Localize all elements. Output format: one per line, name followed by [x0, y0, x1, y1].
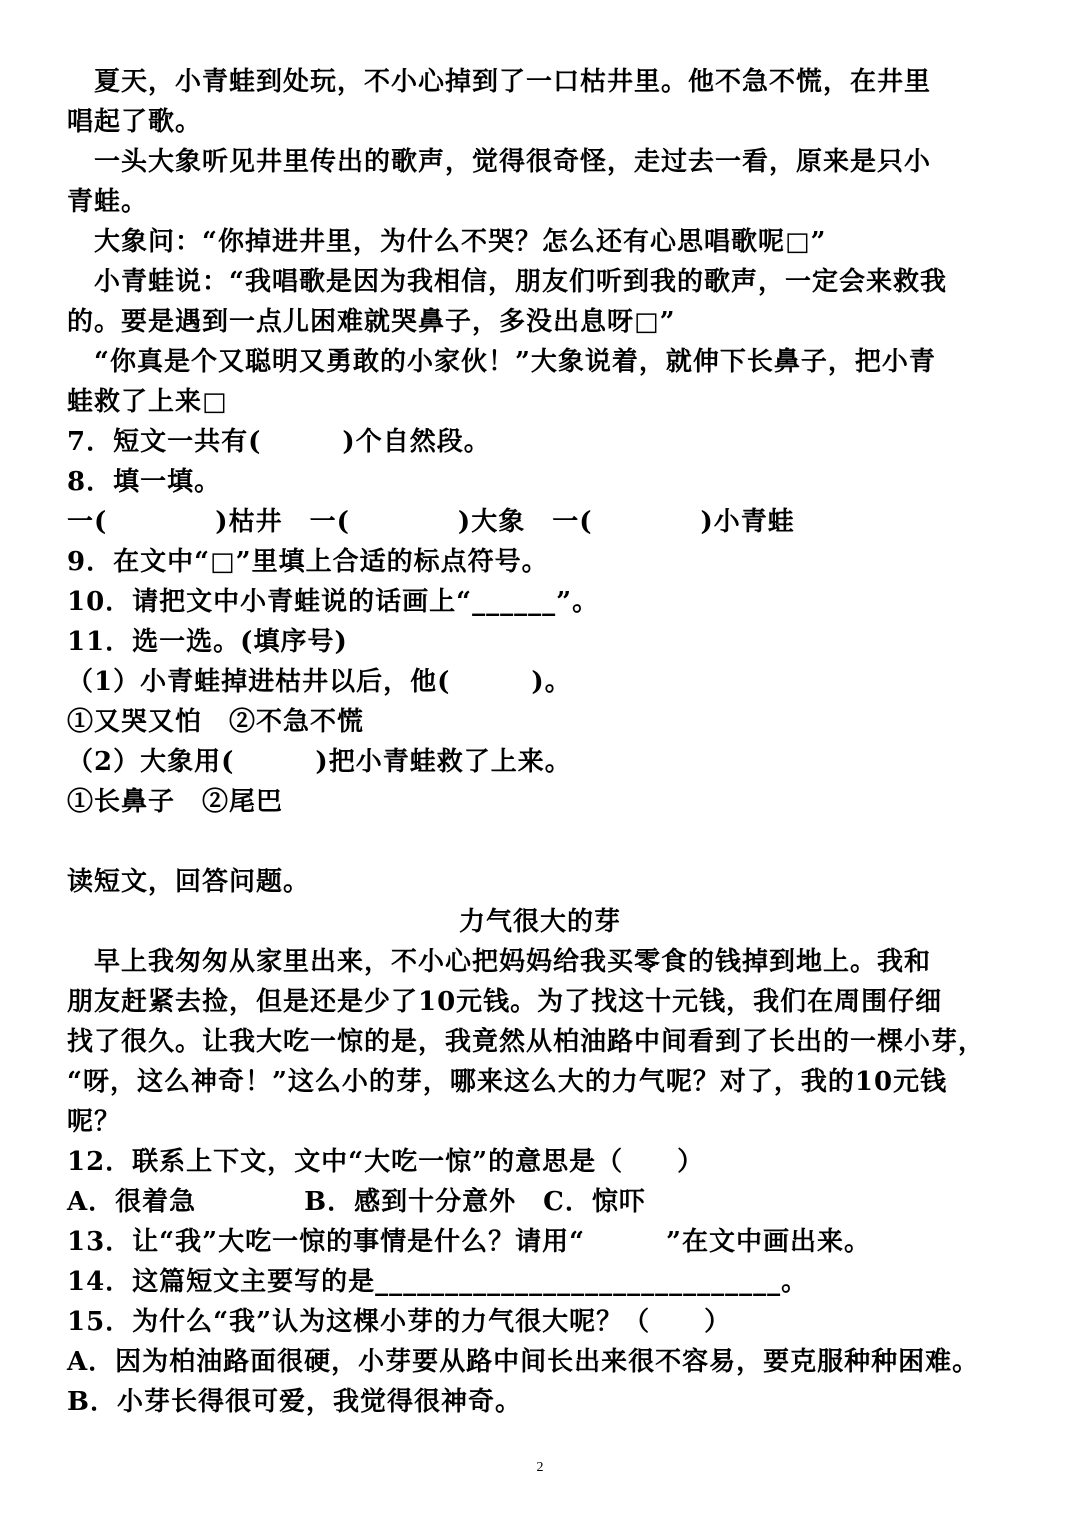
question-7: 7．短文一共有( )个自然段。 — [67, 427, 491, 457]
passage1-line-5: 大象问：“你掉进井里，为什么不哭？怎么还有心思唱歌呢□” — [67, 227, 827, 257]
passage1-line-6: 小青蛙说：“我唱歌是因为我相信，朋友们听到我的歌声，一定会来救我 — [67, 267, 947, 297]
question-13: 13．让“我”大吃一惊的事情是什么？请用“ ”在文中画出来。 — [67, 1227, 872, 1257]
passage2-line-2: 朋友赶紧去捡，但是还是少了10元钱。为了找这十元钱，我们在周围仔细 — [67, 987, 943, 1017]
passage1-line-4: 青蛙。 — [67, 187, 149, 217]
passage2-line-5: 呢？ — [67, 1107, 122, 1137]
question-9: 9．在文中“□”里填上合适的标点符号。 — [67, 547, 549, 577]
question-14: 14．这篇短文主要写的是_____________________________。 — [67, 1267, 809, 1297]
question-8: 8．填一填。 — [67, 467, 222, 497]
passage1-line-1: 夏天，小青蛙到处玩，不小心掉到了一口枯井里。他不急不慌，在井里 — [67, 67, 932, 97]
passage1-line-9: 蛙救了上来□ — [67, 387, 228, 417]
page-number: 2 — [536, 1460, 544, 1475]
question-11-2-options: ①长鼻子 ②尾巴 — [67, 787, 284, 817]
question-15-option-b: B．小芽长得很可爱，我觉得很神奇。 — [67, 1387, 522, 1417]
question-8-blanks: 一( )枯井 一( )大象 一( )小青蛙 — [67, 507, 795, 537]
question-11-2: （2）大象用( )把小青蛙救了上来。 — [67, 747, 572, 777]
question-11-1: （1）小青蛙掉进枯井以后，他( )。 — [67, 667, 572, 697]
question-11-1-options: ①又哭又怕 ②不急不慌 — [67, 707, 365, 737]
passage2-line-1: 早上我匆匆从家里出来，不小心把妈妈给我买零食的钱掉到地上。我和 — [67, 947, 932, 977]
question-12-options: A．很着急 B．感到十分意外 C．惊吓 — [67, 1187, 646, 1217]
passage1-line-8: “你真是个又聪明又勇敢的小家伙！”大象说着，就伸下长鼻子，把小青 — [67, 347, 936, 377]
passage2-line-3: 找了很久。让我大吃一惊的是，我竟然从柏油路中间看到了长出的一棵小芽， — [67, 1027, 986, 1057]
question-12: 12．联系上下文，文中“大吃一惊”的意思是（ ） — [67, 1147, 705, 1177]
section2-title: 力气很大的芽 — [458, 907, 621, 937]
question-15: 15．为什么“我”认为这棵小芽的力气很大呢？（ ） — [67, 1307, 732, 1337]
question-11: 11．选一选。(填序号) — [67, 627, 348, 657]
passage2-line-4: “呀，这么神奇！”这么小的芽，哪来这么大的力气呢？对了，我的10元钱 — [67, 1067, 948, 1097]
question-10: 10．请把文中小青蛙说的话画上“______”。 — [67, 587, 600, 617]
question-15-option-a: A．因为柏油路面很硬，小芽要从路中间长出来很不容易，要克服种种困难。 — [67, 1347, 980, 1377]
passage1-line-3: 一头大象听见井里传出的歌声，觉得很奇怪，走过去一看，原来是只小 — [67, 147, 932, 177]
passage1-line-2: 唱起了歌。 — [67, 107, 203, 137]
passage1-line-7: 的。要是遇到一点儿困难就哭鼻子，多没出息呀□” — [67, 307, 676, 337]
section2-instruction: 读短文，回答问题。 — [67, 867, 311, 897]
